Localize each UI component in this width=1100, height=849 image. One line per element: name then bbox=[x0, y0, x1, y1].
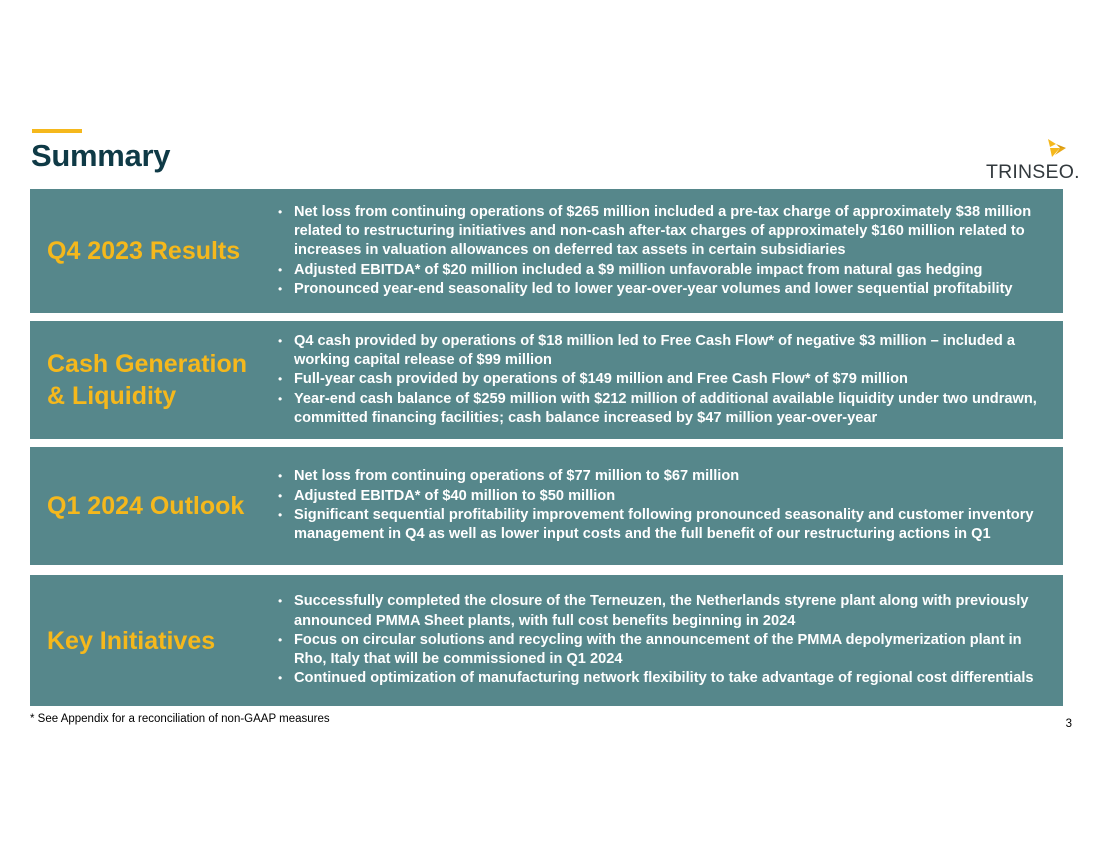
bullet-item: • Successfully completed the closure of the Terneuzen, the Netherlands styrene plant along with previously announced PMMA Sheet plants, with full cost benefits beginning in 2024 bbox=[277, 592, 1053, 631]
section-label: Key Initiatives bbox=[47, 626, 216, 655]
section-q4-results bbox=[30, 189, 1063, 313]
footnote: * See Appendix for a reconciliation of non-GAAP measures bbox=[30, 713, 330, 725]
section-q1-outlook bbox=[30, 447, 1063, 565]
page-title: Summary bbox=[31, 138, 171, 173]
bullet-item: • Year-end cash balance of $259 million with $212 million of additional available liquidity under two undrawn, committed financing facilities; cash balance increased by $47 million year-over-year bbox=[277, 390, 1053, 429]
bullet-item: • Continued optimization of manufacturing network flexibility to take advantage of regional cost differentials bbox=[277, 669, 1053, 688]
bullet-item: • Adjusted EBITDA* of $40 million to $50 million bbox=[277, 487, 1053, 506]
trinseo-logo-icon bbox=[1046, 138, 1068, 158]
section-key-initiatives bbox=[30, 575, 1063, 706]
bullet-item: • Pronounced year-end seasonality led to lower year-over-year volumes and lower sequential profitability bbox=[277, 280, 1053, 299]
bullet-list bbox=[277, 447, 1053, 565]
bullet-list bbox=[277, 575, 1053, 706]
trinseo-logo bbox=[983, 136, 1078, 184]
page-number: 3 bbox=[1065, 718, 1072, 730]
title-accent-bar bbox=[32, 129, 82, 133]
section-label: Cash Generation & Liquidity bbox=[47, 350, 248, 410]
section-label: Q4 2023 Results bbox=[47, 237, 241, 265]
bullet-item: • Net loss from continuing operations of $265 million included a pre-tax charge of approximately $38 million related to restructuring initiatives and non-cash after-tax charges of approximately $160 million related to increases in valuation allowances on deferred tax assets in certain subsidiaries bbox=[277, 203, 1053, 261]
bullet-list bbox=[277, 321, 1053, 439]
bullet-item: • Adjusted EBITDA* of $20 million included a $9 million unfavorable impact from natural gas hedging bbox=[277, 261, 1053, 280]
bullet-item: • Q4 cash provided by operations of $18 million led to Free Cash Flow* of negative $3 million – included a working capital release of $99 million bbox=[277, 332, 1053, 371]
bullet-item: • Full-year cash provided by operations of $149 million and Free Cash Flow* of $79 million bbox=[277, 370, 1053, 389]
bullet-item: • Significant sequential profitability improvement following pronounced seasonality and customer inventory management in Q4 as well as lower input costs and the full benefit of our restructuring actions in Q1 bbox=[277, 506, 1053, 545]
logo-text: TRINSEO. bbox=[986, 161, 1080, 183]
bullet-list bbox=[277, 189, 1053, 313]
section-cash-liquidity bbox=[30, 321, 1063, 439]
section-label: Q1 2024 Outlook bbox=[47, 492, 245, 520]
bullet-item: • Net loss from continuing operations of $77 million to $67 million bbox=[277, 467, 1053, 486]
bullet-item: • Focus on circular solutions and recycling with the announcement of the PMMA depolymerization plant in Rho, Italy that will be commissioned in Q1 2024 bbox=[277, 631, 1053, 670]
